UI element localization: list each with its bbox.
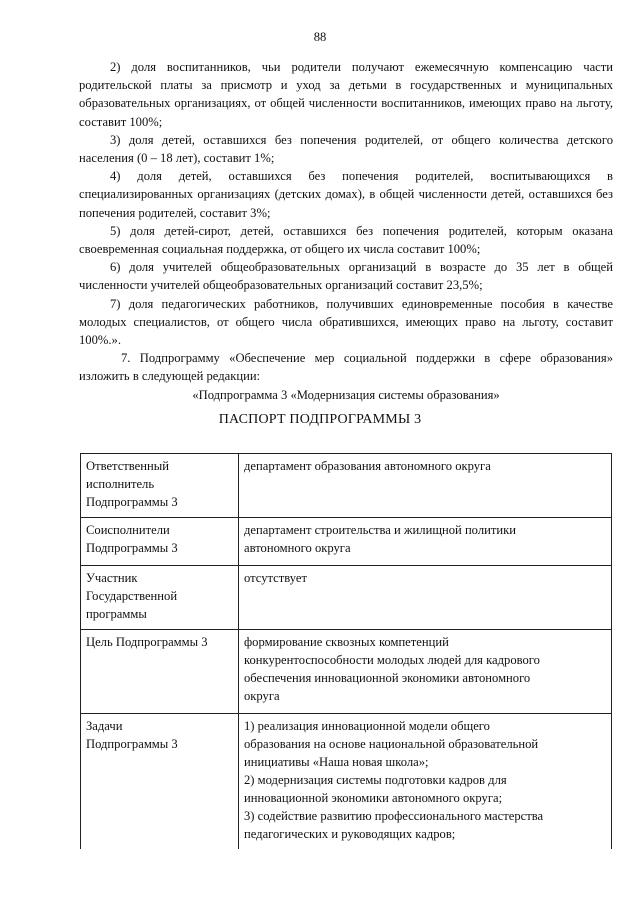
label-line: Государственной	[86, 589, 178, 603]
passport-row-value	[239, 454, 612, 518]
label-line: исполнитель	[86, 477, 155, 491]
paragraph-item-4: 4) доля детей, оставшихся без попечения родителей, воспитывающихся в специализированных организациях (детских домах), в общей численности детей, оставшихся без попечения родителей, составит 3%;	[79, 169, 613, 220]
body-text	[79, 58, 613, 404]
value-line: конкурентоспособности молодых людей для кадрового	[244, 653, 540, 667]
passport-row-label	[81, 630, 239, 714]
passport-row-value	[239, 518, 612, 566]
value-line: 3) содействие развитию профессионального мастерства	[244, 809, 544, 823]
value-line: департамент образования автономного округа	[244, 459, 491, 473]
subprogram-heading: «Подпрограмма 3 «Модернизация системы образования»	[192, 387, 500, 402]
passport-row-participant	[81, 566, 612, 630]
page-number: 88	[313, 30, 327, 44]
label-line: Подпрограммы 3	[86, 737, 178, 751]
passport-title: ПАСПОРТ ПОДПРОГРАММЫ 3	[218, 412, 422, 427]
value-line: департамент строительства и жилищной политики	[244, 523, 516, 537]
passport-row-label	[81, 454, 239, 518]
value-line: формирование сквозных компетенций	[244, 635, 449, 649]
passport-row-value	[239, 630, 612, 714]
passport-row-coexecutors	[81, 518, 612, 566]
value-line: 2) модернизация системы подготовки кадров для	[244, 773, 507, 787]
label-line: Участник	[86, 571, 138, 585]
paragraph-item-5: 5) доля детей-сирот, детей, оставшихся без попечения родителей, которым оказана своевременная социальная поддержка, от общего их числа составит 100%;	[79, 223, 613, 257]
label-line: Ответственный	[86, 459, 169, 473]
paragraph-item-2: 2) доля воспитанников, чьи родители получают ежемесячную компенсацию части родительской платы за присмотр и уход за детьми в государственных и муниципальных образовательных организациях, от общей численности воспитанников, имеющих право на льготу, составит 100%;	[79, 60, 613, 129]
value-line: педагогических и руководящих кадров;	[244, 827, 456, 841]
passport-row-label	[81, 566, 239, 630]
value-line: инновационной экономики автономного округа;	[244, 791, 503, 805]
label-line: Подпрограммы 3	[86, 495, 178, 509]
value-line: обеспечения инновационной экономики автономного	[244, 671, 531, 685]
value-line: отсутствует	[244, 571, 307, 585]
label-line: Подпрограммы 3	[86, 541, 178, 555]
value-line: автономного округа	[244, 541, 351, 555]
label-line: Задачи	[86, 719, 123, 733]
paragraph-item-3: 3) доля детей, оставшихся без попечения родителей, от общего количества детского населения (0 – 18 лет), составит 1%;	[79, 132, 613, 166]
passport-table	[80, 453, 612, 849]
passport-row-label	[81, 518, 239, 566]
passport-row-tasks	[81, 714, 612, 850]
paragraph-item-7: 7) доля педагогических работников, получивших единовременные пособия в качестве молодых специалистов, от общего числа обратившихся, имеющих право на льготу, составит 100%.».	[79, 296, 613, 348]
paragraph-item-6: 6) доля учителей общеобразовательных организаций в возрасте до 35 лет в общей численности учителей общеобразовательных организаций составит 23,5%;	[79, 260, 613, 293]
value-line: округа	[244, 689, 280, 703]
passport-row-label	[81, 714, 239, 850]
label-line: программы	[86, 607, 147, 621]
passport-row-goal	[81, 630, 612, 714]
value-line: образования на основе национальной образовательной	[244, 737, 539, 751]
amendment-paragraph: 7. Подпрограмму «Обеспечение мер социальной поддержки в сфере образования» изложить в следующей редакции:	[79, 351, 613, 384]
label-line: Цель Подпрограммы 3	[86, 635, 208, 649]
passport-row-responsible	[81, 454, 612, 518]
label-line: Соисполнители	[86, 523, 170, 537]
passport-row-value	[239, 566, 612, 630]
value-line: 1) реализация инновационной модели общего	[244, 719, 490, 733]
passport-row-value	[239, 714, 612, 850]
value-line: инициативы «Наша новая школа»;	[244, 755, 429, 769]
